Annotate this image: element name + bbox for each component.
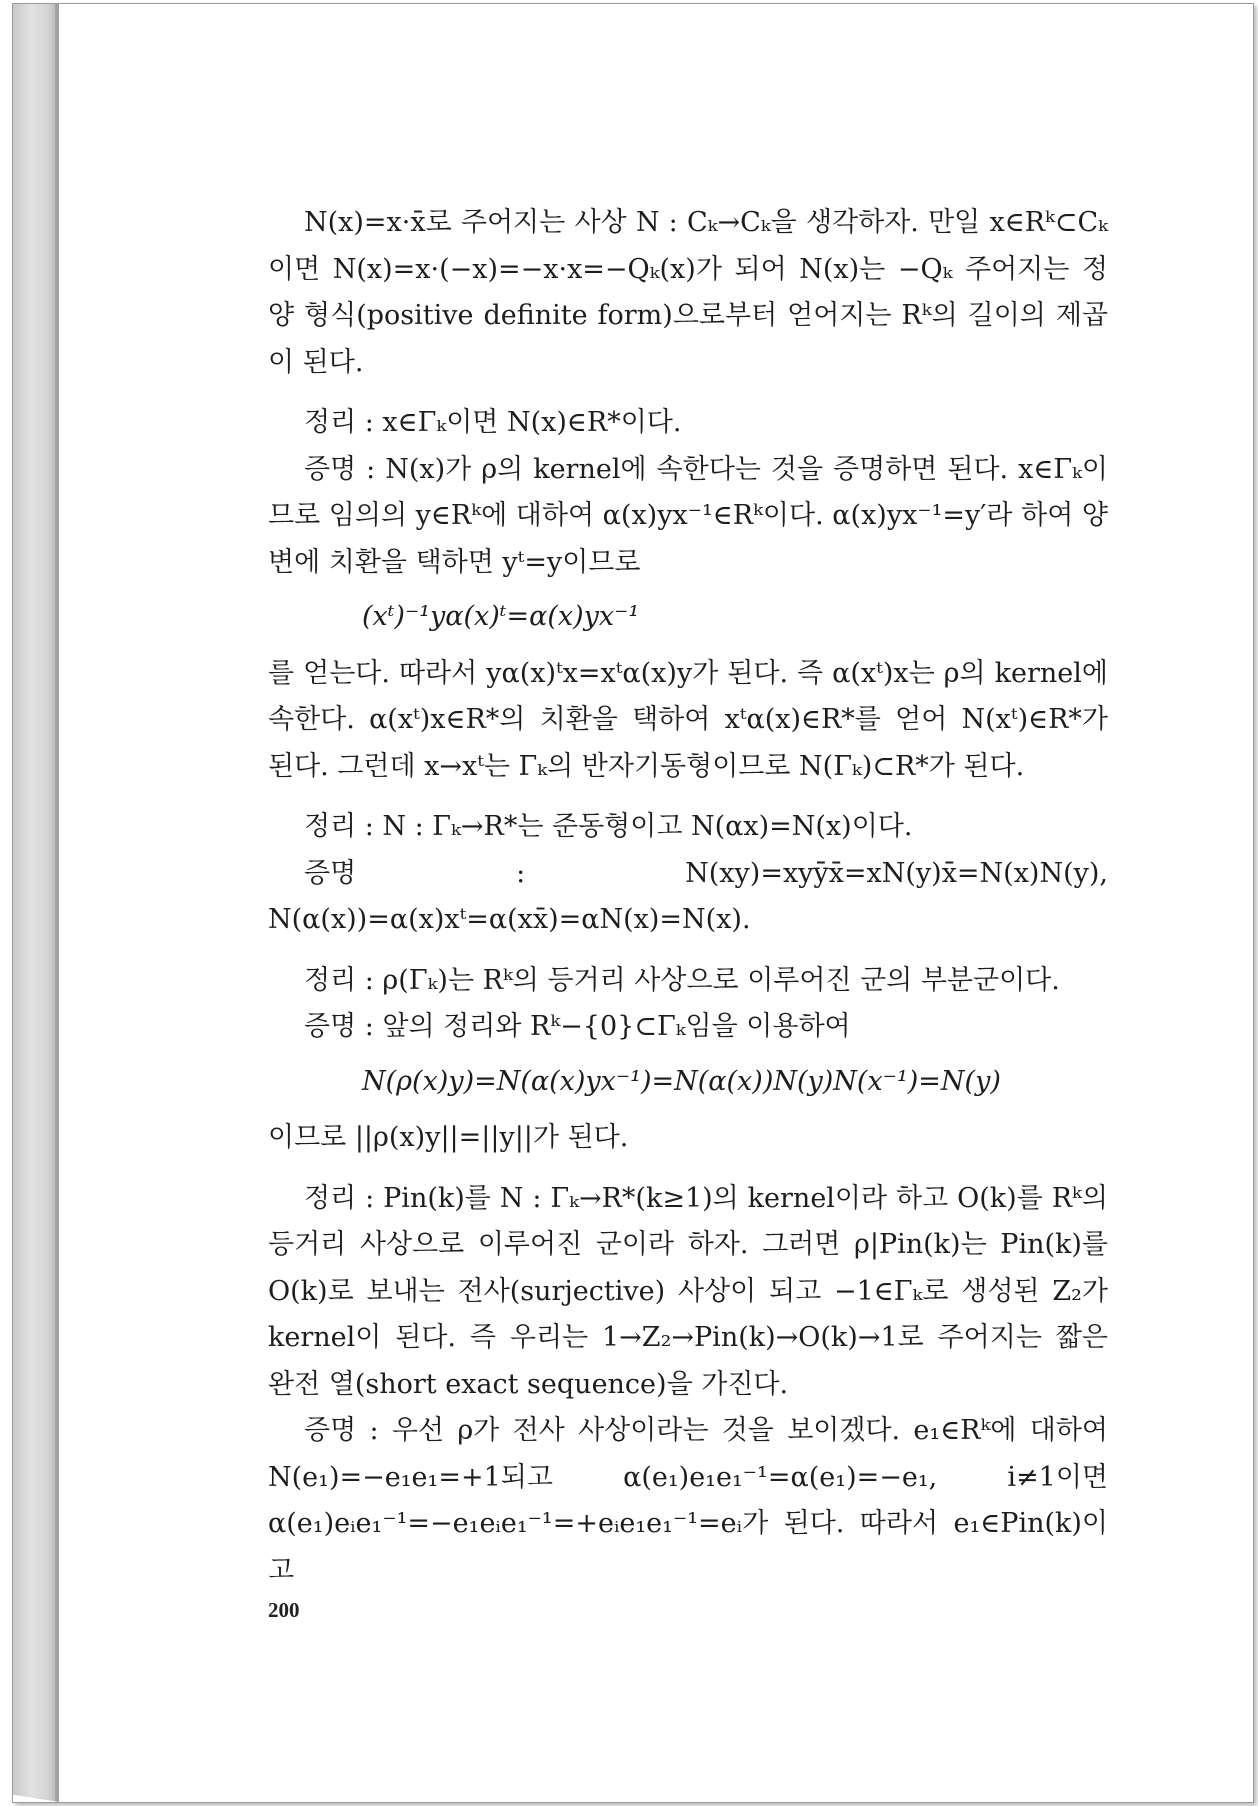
page-body [268,200,1108,1594]
theorem-isometry-subgroup: 정리 : ρ(Γₖ)는 Rᵏ의 등거리 사상으로 이루어진 군의 부분군이다. [304,964,1060,996]
page-number: 200 [268,1598,300,1622]
paragraph-norm-preserved: 이므로 ||ρ(x)y||=||y||가 된다. [268,1122,629,1153]
paragraph-norm-definition: N(x)=x·x̄로 주어지는 사상 N : Cₖ→Cₖ을 생각하자. 만일 x∈Rᵏ⊂Cₖ이면 N(x)=x·(−x)=−x·x=−Qₖ(x)가 되어 N(x)는 −Qₖ 주어지는 정양 형식(positive definite form)으로부터 얻어지는 Rᵏ의 길이의 제곱이 된다. [268,207,1108,378]
theorem-norm-in-reals: 정리 : x∈Γₖ이면 N(x)∈R*이다. [304,407,682,438]
theorem-pin-group: 정리 : Pin(k)를 N : Γₖ→R*(k≥1)의 kernel이라 하고 O(k)를 Rᵏ의 등거리 사상으로 이루어진 군이라 하자. 그러면 ρ|Pin(k)는 Pin(k)를 O(k)로 보내는 전사(surjective) 사상이 되고 −1∈Γₖ로 생성된 Z₂가 kernel이 된다. 즉 우리는 1→Z₂→Pin(k)→O(k)→1로 주어지는 짧은 완전 열(short exact sequence)을 가진다. [268,1182,1108,1400]
proof-homomorphism: 증명 : N(xy)=xyȳx̄=xN(y)x̄=N(x)N(y), N(α(x))=α(x)xᵗ=α(xx̄)=αN(x)=N(x). [268,857,1108,935]
page-edge [13,4,59,1802]
equation-transpose: (xᵗ)⁻¹yα(x)ᵗ=α(x)yx⁻¹ [362,601,640,632]
proof-surjective: 증명 : 우선 ρ가 전사 사상이라는 것을 보이겠다. e₁∈Rᵏ에 대하여 N(e₁)=−e₁e₁=+1되고 α(e₁)e₁e₁⁻¹=α(e₁)=−e₁, i≠1이면 α(e₁)eᵢe₁⁻¹=−e₁eᵢe₁⁻¹=+eᵢe₁e₁⁻¹=eᵢ가 된다. 따라서 e₁∈Pin(k)이고 [268,1415,1108,1586]
theorem-homomorphism: 정리 : N : Γₖ→R*는 준동형이고 N(αx)=N(x)이다. [304,811,913,842]
paragraph-kernel-conclusion: 를 얻는다. 따라서 yα(x)ᵗx=xᵗα(x)y가 된다. 즉 α(xᵗ)x는 ρ의 kernel에 속한다. α(xᵗ)x∈R*의 치환을 택하여 xᵗα(x)∈R*를 얻어 N(xᵗ)∈R*가 된다. 그런데 x→xᵗ는 Γₖ의 반자기동형이므로 N(Γₖ)⊂R*가 된다. [268,657,1108,782]
equation-norm-invariance: N(ρ(x)y)=N(α(x)yx⁻¹)=N(α(x))N(y)N(x⁻¹)=N(y) [362,1065,1001,1097]
proof-isometry-intro: 증명 : 앞의 정리와 Rᵏ−{0}⊂Γₖ임을 이용하여 [304,1011,851,1042]
proof-norm-in-kernel: 증명 : N(x)가 ρ의 kernel에 속한다는 것을 증명하면 된다. x∈Γₖ이므로 임의의 y∈Rᵏ에 대하여 α(x)yx⁻¹∈Rᵏ이다. α(x)yx⁻¹=y′라 하여 양변에 치환을 택하면 yᵗ=y이므로 [268,453,1108,578]
